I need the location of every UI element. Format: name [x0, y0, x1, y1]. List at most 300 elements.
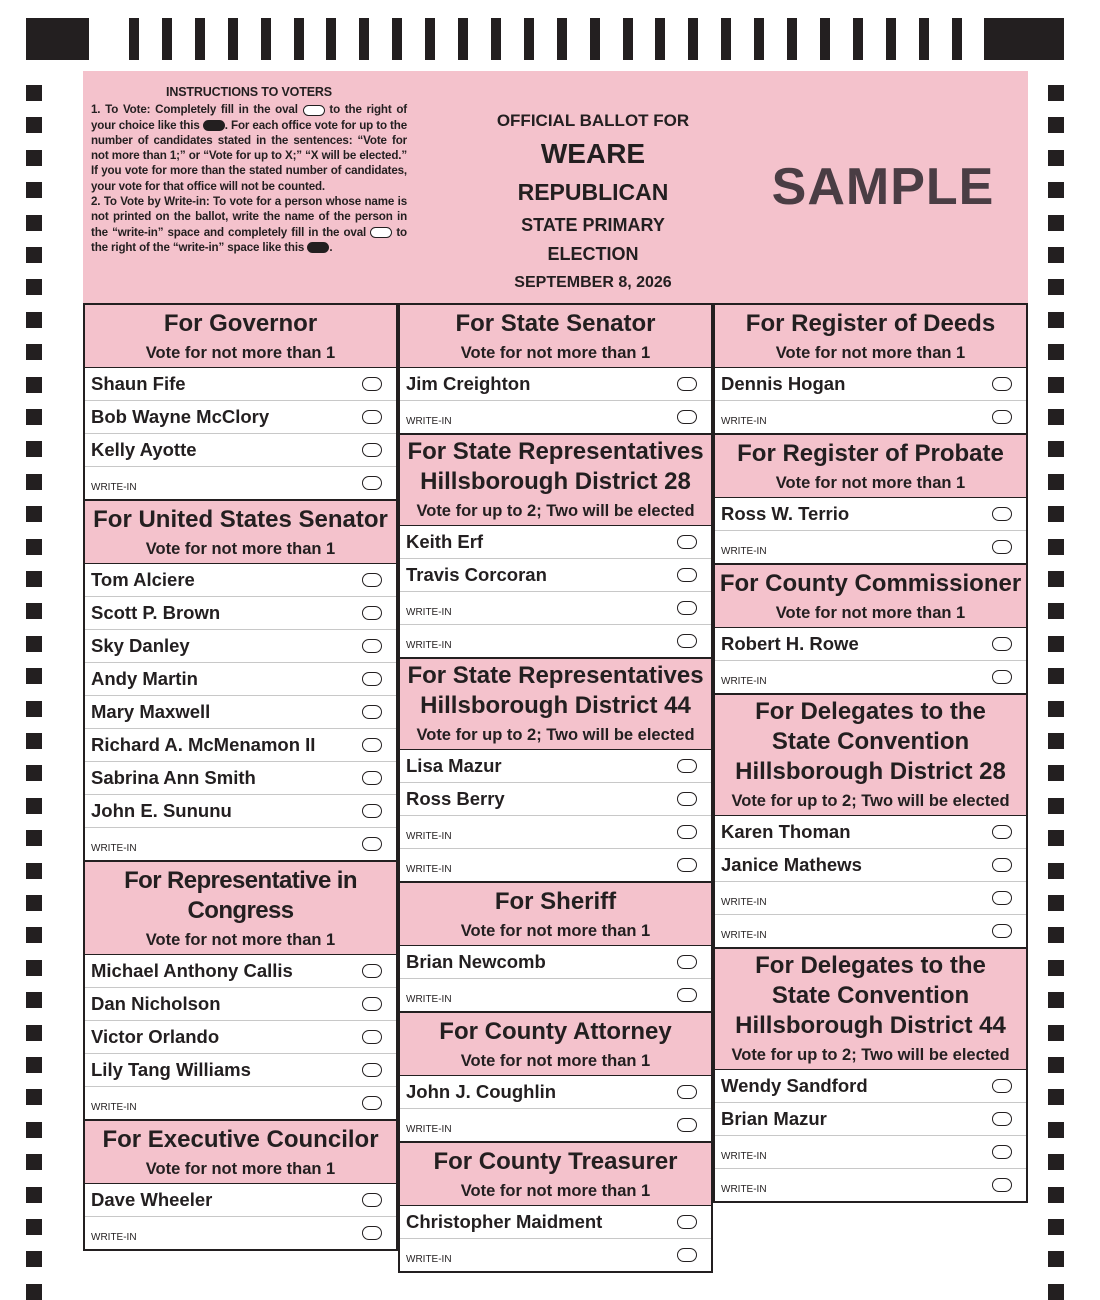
- race-header: [85, 501, 396, 564]
- filled-oval-icon: [307, 242, 329, 253]
- timing-bar: [952, 18, 962, 60]
- timing-mark: [1048, 1251, 1064, 1267]
- candidate-row[interactable]: [85, 1184, 396, 1217]
- timing-mark: [26, 215, 42, 231]
- timing-mark: [1048, 312, 1064, 328]
- candidate-row[interactable]: [85, 401, 396, 434]
- candidate-row[interactable]: [400, 526, 711, 559]
- vote-oval[interactable]: [677, 568, 697, 582]
- timing-mark: [1048, 150, 1064, 166]
- candidate-row[interactable]: [400, 783, 711, 816]
- race: [400, 883, 711, 1013]
- candidate-row[interactable]: [85, 729, 396, 762]
- timing-bar: [655, 18, 665, 60]
- timing-mark: [26, 85, 42, 101]
- office-title: State Convention: [771, 982, 970, 1009]
- vote-oval[interactable]: [362, 804, 382, 818]
- candidate-row[interactable]: [85, 795, 396, 828]
- write-in-row[interactable]: [85, 828, 396, 860]
- write-in-row[interactable]: [400, 401, 711, 433]
- write-in-row[interactable]: [400, 979, 711, 1011]
- office-title: For Delegates to the: [755, 698, 986, 725]
- sample-watermark: SAMPLE: [771, 158, 995, 216]
- vote-oval[interactable]: [992, 825, 1012, 839]
- timing-mark: [26, 150, 42, 166]
- timing-mark: [26, 765, 42, 781]
- candidate-name: Tom Alciere: [91, 569, 195, 590]
- candidate-row[interactable]: [85, 368, 396, 401]
- vote-instruction: Vote for not more than 1: [145, 1160, 336, 1178]
- empty-oval-icon: [303, 105, 325, 116]
- timing-bar: [886, 18, 896, 60]
- vote-instruction: Vote for up to 2; Two will be elected: [731, 1046, 1010, 1064]
- race-header: [400, 1143, 711, 1206]
- timing-mark: [1048, 539, 1064, 555]
- vote-instruction: Vote for not more than 1: [460, 1052, 651, 1070]
- office-title: For Representative in Congress: [124, 867, 357, 924]
- candidate-name: Dan Nicholson: [91, 993, 221, 1014]
- candidate-row[interactable]: [85, 762, 396, 795]
- candidate-name: Janice Mathews: [721, 854, 862, 875]
- timing-bar: [754, 18, 764, 60]
- timing-mark: [1048, 182, 1064, 198]
- office-title: For Register of Deeds: [745, 310, 996, 337]
- write-in-row[interactable]: [715, 401, 1026, 433]
- write-in-label: WRITE-IN: [721, 1184, 767, 1195]
- write-in-row[interactable]: [715, 1136, 1026, 1169]
- vote-oval[interactable]: [992, 377, 1012, 391]
- write-in-row[interactable]: [400, 592, 711, 625]
- write-in-label: WRITE-IN: [406, 994, 452, 1005]
- vote-oval[interactable]: [992, 891, 1012, 905]
- office-title: For State Representatives: [407, 662, 704, 689]
- timing-mark: [1048, 1057, 1064, 1073]
- race: [85, 305, 396, 501]
- timing-mark: [26, 1154, 42, 1170]
- timing-mark: [26, 441, 42, 457]
- candidate-name: Ross Berry: [406, 788, 505, 809]
- vote-instruction: Vote for not more than 1: [145, 931, 336, 949]
- vote-oval[interactable]: [677, 634, 697, 648]
- timing-mark: [1048, 1089, 1064, 1105]
- race-header: [400, 883, 711, 946]
- timing-mark: [26, 117, 42, 133]
- timing-mark: [1048, 668, 1064, 684]
- candidate-row[interactable]: [85, 564, 396, 597]
- timing-mark: [26, 992, 42, 1008]
- vote-oval[interactable]: [362, 1193, 382, 1207]
- timing-mark: [1048, 344, 1064, 360]
- timing-mark: [1048, 798, 1064, 814]
- candidate-name: Richard A. McMenamon II: [91, 734, 316, 755]
- vote-oval[interactable]: [362, 837, 382, 851]
- write-in-row[interactable]: [715, 531, 1026, 563]
- vote-oval[interactable]: [362, 771, 382, 785]
- vote-oval[interactable]: [362, 573, 382, 587]
- write-in-row[interactable]: [715, 661, 1026, 693]
- candidate-row[interactable]: [85, 663, 396, 696]
- timing-mark: [1048, 765, 1064, 781]
- candidate-name: Kelly Ayotte: [91, 439, 197, 460]
- office-title: For Sheriff: [494, 888, 617, 915]
- vote-oval[interactable]: [362, 377, 382, 391]
- ballot-column-3: [713, 303, 1028, 1203]
- timing-mark: [1048, 733, 1064, 749]
- write-in-label: WRITE-IN: [406, 864, 452, 875]
- timing-bar: [261, 18, 271, 60]
- candidate-name: Sabrina Ann Smith: [91, 767, 256, 788]
- candidate-name: Karen Thoman: [721, 821, 851, 842]
- office-title: For State Senator: [455, 310, 656, 337]
- timing-mark: [26, 1251, 42, 1267]
- write-in-label: WRITE-IN: [91, 1232, 137, 1243]
- candidate-row[interactable]: [85, 955, 396, 988]
- vote-oval[interactable]: [362, 997, 382, 1011]
- timing-mark: [1048, 215, 1064, 231]
- vote-oval[interactable]: [677, 535, 697, 549]
- candidate-row[interactable]: [85, 434, 396, 467]
- candidate-row[interactable]: [85, 988, 396, 1021]
- race-header: [85, 1121, 396, 1184]
- office-title: For State Representatives: [407, 438, 704, 465]
- instructions: [91, 85, 407, 255]
- office-title: For County Commissioner: [719, 570, 1022, 597]
- timing-mark: [1048, 85, 1064, 101]
- timing-bar: [392, 18, 402, 60]
- candidate-row[interactable]: [400, 1206, 711, 1239]
- write-in-label: WRITE-IN: [721, 897, 767, 908]
- timing-mark: [1048, 960, 1064, 976]
- timing-mark: [26, 474, 42, 490]
- vote-oval[interactable]: [677, 601, 697, 615]
- vote-oval[interactable]: [362, 410, 382, 424]
- timing-mark: [26, 247, 42, 263]
- race: [400, 305, 711, 435]
- candidate-row[interactable]: [85, 597, 396, 630]
- candidate-row[interactable]: [715, 368, 1026, 401]
- ballot-column-1: [83, 303, 398, 1251]
- timing-mark: [26, 798, 42, 814]
- timing-mark: [26, 668, 42, 684]
- vote-oval[interactable]: [362, 964, 382, 978]
- timing-bar: [359, 18, 369, 60]
- write-in-label: WRITE-IN: [406, 607, 452, 618]
- timing-mark: [26, 863, 42, 879]
- write-in-row[interactable]: [85, 1087, 396, 1119]
- timing-mark: [1048, 603, 1064, 619]
- race-header: [85, 862, 396, 955]
- timing-bar: [458, 18, 468, 60]
- timing-mark: [26, 1057, 42, 1073]
- candidate-row[interactable]: [400, 1076, 711, 1109]
- timing-bar: [294, 18, 304, 60]
- vote-instruction: Vote for up to 2; Two will be elected: [416, 726, 695, 744]
- candidate-row[interactable]: [400, 368, 711, 401]
- write-in-row[interactable]: [400, 625, 711, 657]
- write-in-label: WRITE-IN: [406, 1254, 452, 1265]
- ballot-title: [453, 107, 733, 296]
- vote-oval[interactable]: [992, 858, 1012, 872]
- vote-oval[interactable]: [992, 1178, 1012, 1192]
- timing-mark: [26, 830, 42, 846]
- vote-oval[interactable]: [992, 924, 1012, 938]
- write-in-row[interactable]: [85, 467, 396, 499]
- empty-oval-icon: [370, 227, 392, 238]
- timing-mark: [26, 1089, 42, 1105]
- write-in-row[interactable]: [715, 882, 1026, 915]
- write-in-row[interactable]: [715, 1169, 1026, 1201]
- vote-oval[interactable]: [362, 1226, 382, 1240]
- timing-bar: [820, 18, 830, 60]
- timing-mark: [26, 960, 42, 976]
- timing-bar: [425, 18, 435, 60]
- candidate-name: John J. Coughlin: [406, 1081, 557, 1102]
- vote-instruction: Vote for up to 2; Two will be elected: [731, 792, 1010, 810]
- candidate-row[interactable]: [400, 750, 711, 783]
- timing-mark: [1048, 1187, 1064, 1203]
- race: [715, 949, 1026, 1201]
- race-header: [400, 659, 711, 750]
- vote-instruction: Vote for not more than 1: [145, 344, 336, 362]
- timing-mark: [26, 344, 42, 360]
- office-title: Hillsborough District 44: [420, 692, 691, 719]
- timing-bar: [853, 18, 863, 60]
- timing-mark: [26, 1219, 42, 1235]
- vote-oval[interactable]: [992, 507, 1012, 521]
- timing-bar: [688, 18, 698, 60]
- vote-oval[interactable]: [362, 705, 382, 719]
- timing-mark: [26, 1187, 42, 1203]
- vote-oval[interactable]: [362, 1030, 382, 1044]
- timing-mark: [26, 377, 42, 393]
- vote-oval[interactable]: [677, 825, 697, 839]
- vote-oval[interactable]: [677, 377, 697, 391]
- vote-oval[interactable]: [362, 639, 382, 653]
- timing-bar: [787, 18, 797, 60]
- vote-oval[interactable]: [992, 410, 1012, 424]
- timing-mark: [26, 539, 42, 555]
- candidate-name: Sky Danley: [91, 635, 190, 656]
- candidate-row[interactable]: [85, 630, 396, 663]
- candidate-row[interactable]: [85, 1054, 396, 1087]
- timing-bar: [524, 18, 534, 60]
- election-type: STATE PRIMARY: [521, 215, 665, 235]
- timing-mark: [1048, 895, 1064, 911]
- write-in-label: WRITE-IN: [91, 843, 137, 854]
- write-in-row[interactable]: [400, 1239, 711, 1271]
- candidate-name: Jim Creighton: [406, 373, 531, 394]
- timing-mark: [1048, 474, 1064, 490]
- office-title: State Convention: [771, 728, 970, 755]
- vote-oval[interactable]: [677, 858, 697, 872]
- candidate-name: Scott P. Brown: [91, 602, 221, 623]
- timing-bar: [590, 18, 600, 60]
- candidate-name: Dave Wheeler: [91, 1189, 213, 1210]
- write-in-label: WRITE-IN: [721, 930, 767, 941]
- write-in-label: WRITE-IN: [91, 1102, 137, 1113]
- write-in-row[interactable]: [715, 915, 1026, 947]
- vote-instruction: Vote for not more than 1: [145, 540, 336, 558]
- timing-mark: [1048, 279, 1064, 295]
- office-title: Hillsborough District 28: [735, 758, 1006, 785]
- write-in-label: WRITE-IN: [91, 482, 137, 493]
- office-title: For Executive Councilor: [102, 1126, 379, 1153]
- candidate-row[interactable]: [85, 696, 396, 729]
- vote-instruction: Vote for not more than 1: [775, 344, 966, 362]
- timing-bar: [557, 18, 567, 60]
- timing-bar: [993, 18, 1064, 60]
- write-in-label: WRITE-IN: [406, 1124, 452, 1135]
- timing-bar: [721, 18, 731, 60]
- office-title: Hillsborough District 44: [735, 1012, 1006, 1039]
- timing-mark: [26, 409, 42, 425]
- vote-instruction: Vote for up to 2; Two will be elected: [416, 502, 695, 520]
- candidate-name: Christopher Maidment: [406, 1211, 603, 1232]
- candidate-name: Mary Maxwell: [91, 701, 211, 722]
- instruction-1: 1. To Vote: Completely fill in the oval to the right of your choice like this . For each office vote for up to the number of candidates stated in the sentences: “Vote for not more than 1;” or “Vote for up to X;” “X will be elected.” If you vote for more than the stated number of candidates, your vote for that office will not be counted.: [91, 103, 407, 193]
- timing-mark: [1048, 830, 1064, 846]
- candidate-row[interactable]: [715, 849, 1026, 882]
- timing-mark: [1048, 1219, 1064, 1235]
- race: [400, 435, 711, 659]
- vote-oval[interactable]: [677, 1215, 697, 1229]
- timing-mark: [26, 603, 42, 619]
- vote-instruction: Vote for not more than 1: [460, 344, 651, 362]
- write-in-row[interactable]: [85, 1217, 396, 1249]
- candidate-name: Brian Mazur: [721, 1108, 827, 1129]
- timing-bar: [326, 18, 336, 60]
- office-title: For Governor: [163, 310, 318, 337]
- candidate-name: Michael Anthony Callis: [91, 960, 293, 981]
- timing-mark: [1048, 636, 1064, 652]
- candidate-row[interactable]: [715, 1070, 1026, 1103]
- vote-oval[interactable]: [677, 1248, 697, 1262]
- timing-mark: [26, 279, 42, 295]
- timing-mark: [26, 182, 42, 198]
- candidate-name: Brian Newcomb: [406, 951, 546, 972]
- timing-mark: [1048, 701, 1064, 717]
- vote-oval[interactable]: [677, 988, 697, 1002]
- write-in-label: WRITE-IN: [721, 676, 767, 687]
- office-title: For County Attorney: [439, 1018, 672, 1045]
- vote-oval[interactable]: [992, 637, 1012, 651]
- candidate-name: Wendy Sandford: [721, 1075, 868, 1096]
- race-header: [400, 435, 711, 526]
- vote-oval[interactable]: [362, 476, 382, 490]
- timing-mark: [1048, 1025, 1064, 1041]
- race-header: [715, 949, 1026, 1070]
- candidate-row[interactable]: [400, 559, 711, 592]
- candidate-row[interactable]: [715, 1103, 1026, 1136]
- vote-oval[interactable]: [677, 792, 697, 806]
- filled-oval-icon: [203, 120, 225, 131]
- write-in-label: WRITE-IN: [721, 1151, 767, 1162]
- timing-mark: [26, 1284, 42, 1300]
- instructions-title: INSTRUCTIONS TO VOTERS: [166, 85, 332, 99]
- vote-oval[interactable]: [677, 1118, 697, 1132]
- ballot-header: [83, 71, 1028, 303]
- write-in-row[interactable]: [400, 849, 711, 881]
- race: [85, 862, 396, 1121]
- timing-mark: [1048, 441, 1064, 457]
- race: [715, 565, 1026, 695]
- timing-mark: [1048, 1284, 1064, 1300]
- candidate-row[interactable]: [715, 498, 1026, 531]
- candidate-row[interactable]: [85, 1021, 396, 1054]
- vote-oval[interactable]: [992, 1145, 1012, 1159]
- vote-oval[interactable]: [992, 1112, 1012, 1126]
- vote-instruction: Vote for not more than 1: [775, 474, 966, 492]
- vote-oval[interactable]: [992, 670, 1012, 684]
- candidate-name: Victor Orlando: [91, 1026, 220, 1047]
- vote-instruction: Vote for not more than 1: [460, 1182, 651, 1200]
- race-header: [715, 565, 1026, 628]
- candidate-name: Robert H. Rowe: [721, 633, 859, 654]
- candidate-name: Lisa Mazur: [406, 755, 502, 776]
- timing-mark: [26, 701, 42, 717]
- timing-mark: [1048, 409, 1064, 425]
- vote-oval[interactable]: [362, 443, 382, 457]
- office-title: Hillsborough District 28: [420, 468, 691, 495]
- timing-mark: [26, 312, 42, 328]
- vote-oval[interactable]: [362, 1096, 382, 1110]
- office-title: For Delegates to the: [755, 952, 986, 979]
- vote-oval[interactable]: [677, 1085, 697, 1099]
- candidate-name: Andy Martin: [91, 668, 198, 689]
- timing-mark: [1048, 117, 1064, 133]
- timing-mark: [1048, 377, 1064, 393]
- candidate-row[interactable]: [400, 946, 711, 979]
- candidate-name: Dennis Hogan: [721, 373, 846, 394]
- candidate-name: Keith Erf: [406, 531, 484, 552]
- timing-mark: [1048, 1122, 1064, 1138]
- candidate-name: Lily Tang Williams: [91, 1059, 251, 1080]
- timing-bar: [919, 18, 929, 60]
- instruction-2: 2. To Vote by Write-in: To vote for a person whose name is not printed on the ballot, write the name of the person in the “write-in” space and completely fill in the oval to the right of the “write-in” space like this .: [91, 195, 407, 254]
- write-in-label: WRITE-IN: [406, 416, 452, 427]
- vote-oval[interactable]: [362, 606, 382, 620]
- timing-bar: [129, 18, 139, 60]
- race: [85, 501, 396, 862]
- write-in-label: WRITE-IN: [406, 640, 452, 651]
- timing-mark: [26, 927, 42, 943]
- timing-mark: [26, 571, 42, 587]
- vote-oval[interactable]: [677, 759, 697, 773]
- vote-oval[interactable]: [992, 540, 1012, 554]
- timing-bar: [228, 18, 238, 60]
- vote-instruction: Vote for not more than 1: [775, 604, 966, 622]
- vote-oval[interactable]: [362, 672, 382, 686]
- candidate-row[interactable]: [715, 816, 1026, 849]
- timing-mark: [1048, 247, 1064, 263]
- vote-oval[interactable]: [362, 738, 382, 752]
- candidate-row[interactable]: [715, 628, 1026, 661]
- vote-oval[interactable]: [992, 1079, 1012, 1093]
- timing-mark: [26, 1122, 42, 1138]
- vote-oval[interactable]: [677, 955, 697, 969]
- race-header: [715, 695, 1026, 816]
- timing-bar: [491, 18, 501, 60]
- election-label: ELECTION: [547, 244, 639, 264]
- vote-oval[interactable]: [677, 410, 697, 424]
- timing-mark: [1048, 1154, 1064, 1170]
- vote-oval[interactable]: [362, 1063, 382, 1077]
- race: [400, 659, 711, 883]
- timing-mark: [1048, 863, 1064, 879]
- timing-mark: [26, 1025, 42, 1041]
- write-in-row[interactable]: [400, 816, 711, 849]
- write-in-row[interactable]: [400, 1109, 711, 1141]
